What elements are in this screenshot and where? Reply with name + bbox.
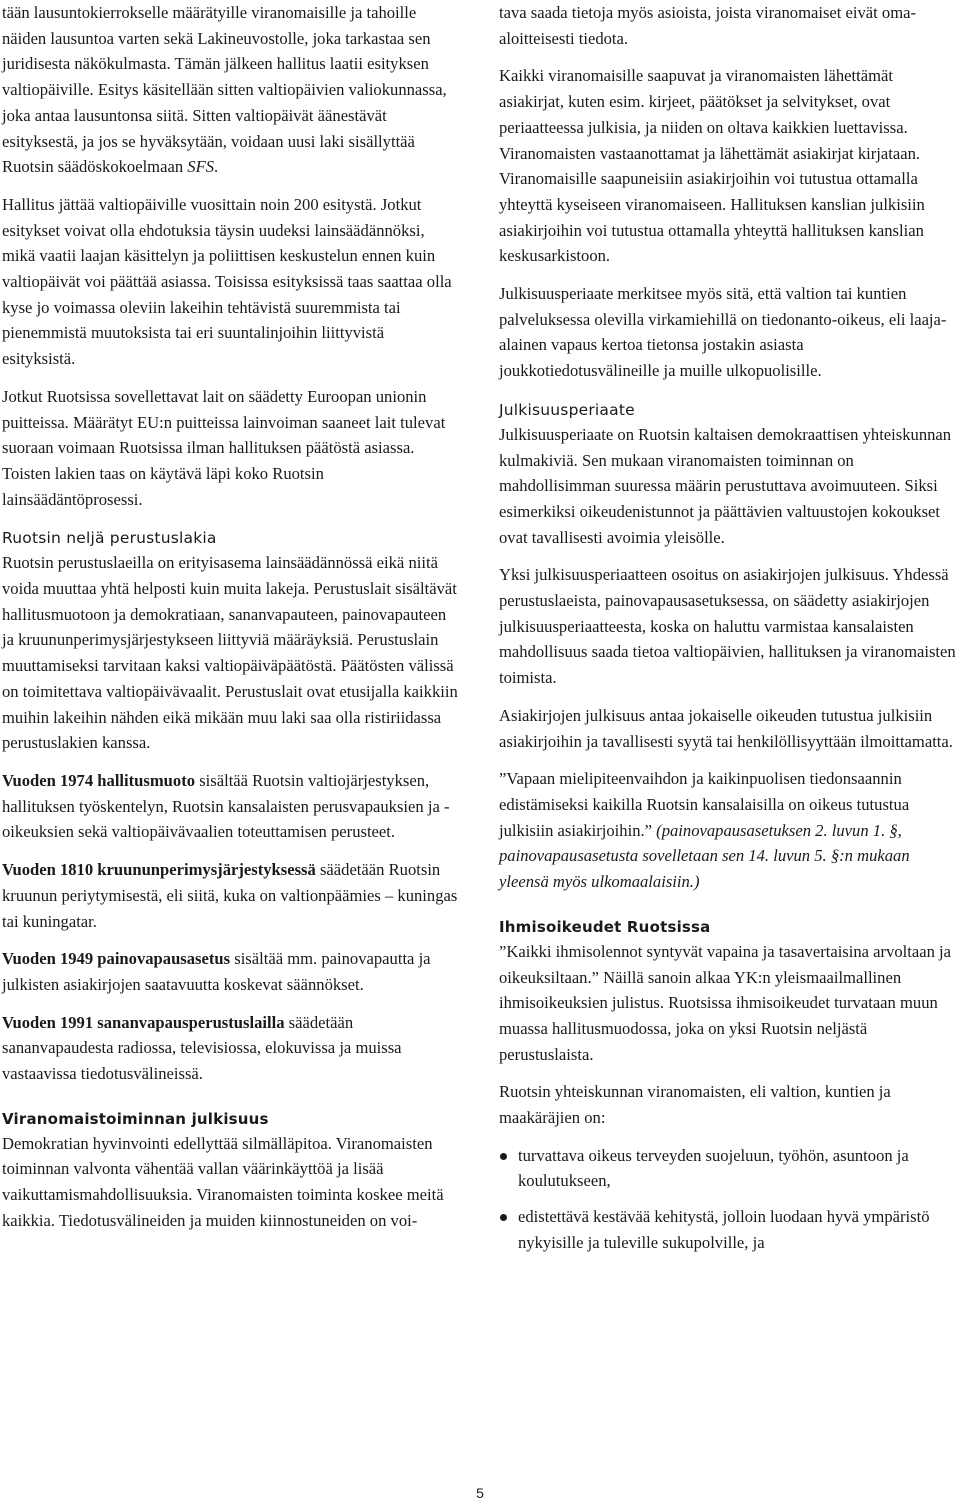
quote-paragraph	[499, 766, 957, 895]
paragraph: Vuoden 1974 hallitusmuoto sisältää Ruotsin valtiojärjestyksen, hallituksen työskentelyn, Ruotsin kansalaisten perusvapauksien ja -oikeuksien sekä valtiopäivävaalien toteuttamisen perusteet.	[2, 770, 450, 842]
list-item: edistettävä kestävää kehitystä, jolloin luodaan hyvä ympäristö nykyisille ja tuleville sukupolville, ja	[499, 1204, 957, 1255]
paragraph: Julkisuusperiaate on Ruotsin kaltaisen demokraattisen yhteiskunnan kulmakiviä. Sen mukaan viranomaisten toiminnan on mahdollisimman suuressa määrin perustuttava avoimuuteen. Siksi esimerkiksi oikeudenistunnot ja päättävien valtuustojen kokoukset ovat tavallisesti avoimia yleisölle.	[499, 424, 952, 547]
paragraph: Yksi julkisuusperiaatteen osoitus on asiakirjojen julkisuus. Yhdessä perustuslaeista, painovapausasetuksessa, on säädetty asiakirjojen julkisuusperiaatteesta, koska on haluttu varmistaa kansalaisten mahdollisuus saada tietoa valtiopäivien, hallituksen ja viranomaisten toimista.	[499, 565, 956, 688]
bullet-list	[499, 1143, 957, 1256]
page-number: 5	[476, 1485, 484, 1501]
paragraph: tään lausuntokierrokselle määrätyille viranomaisille ja tahoille näiden lausuntoa varten sekä Lakineuvostolle, joka tarkastaa sen juridisesta näkökulmasta. Tämän jälkeen hallitus laatii esityksen valtiopäiville. Esitys käsitellään sitten valtiopäivien valiokunnassa, joka antaa lausuntonsa siitä. Sitten valtiopäivät äänestävät esityksestä, ja jos se hyväksytään, voidaan uusi laki sisällyttää Ruotsin säädöskokoelmaan SFS.	[2, 3, 447, 177]
paragraph: Vuoden 1949 painovapausasetus sisältää mm. painovapautta ja julkisten asiakirjojen saatavuutta koskevat säännökset.	[2, 949, 431, 994]
sfs-abbreviation: SFS	[187, 157, 215, 177]
bold-term: Vuoden 1974 hallitusmuoto	[2, 770, 196, 790]
section-heading-julkisuus: Viranomaistoiminnan julkisuus	[2, 1109, 269, 1128]
paragraph: Vuoden 1810 kruununperimysjärjestyksessä säädetään Ruotsin kruunun periytymisestä, eli siitä, kuka on valtionpäämies – kuningas tai kuningatar.	[2, 860, 458, 931]
paragraph: tava saada tietoja myös asioista, joista viranomaiset eivät oma-aloitteisesti tiedota.	[499, 3, 917, 48]
section-heading-ihmisoikeudet: Ihmisoikeudet Ruotsissa	[499, 917, 711, 936]
bold-term: Vuoden 1949 painovapausasetus	[2, 949, 231, 969]
list-item: turvattava oikeus terveyden suojeluun, työhön, asuntoon ja koulutukseen,	[499, 1143, 957, 1194]
quote-source: (painovapausasetuksen 2. luvun 1. §, painovapausasetusta sovelletaan sen 14. luvun 5. §:n mukaan yleensä myös ulkomaalaisiin.)	[499, 820, 910, 892]
paragraph: Hallitus jättää valtiopäiville vuosittain noin 200 esitystä. Jotkut esitykset voivat olla ehdotuksia täysin uudeksi lainsäädännöksi, mikä vaatii laajan käsittelyn ja poliittisen keskustelun ennen kuin valtiopäivät voi päättää asiassa. Toisissa esityksissä taas saattaa olla kyse jo voimassa oleviin lakeihin tehtävistä suuremmista tai pienemmistä muutoksista tai eri suuntalinjoihin liittyvistä esityksistä.	[2, 194, 452, 369]
paragraph: Asiakirjojen julkisuus antaa jokaiselle oikeuden tutustua julkisiin asiakirjoihin ja tavallisesti syytä tai henkilöllisyyttään ilmoittamatta.	[499, 705, 953, 751]
paragraph: Vuoden 1991 sananvapausperustuslailla säädetään sananvapaudesta radiossa, televisiossa, elokuvissa ja muissa vastaavissa tiedotusvälineissä.	[2, 1012, 402, 1084]
paragraph: Demokratian hyvinvointi edellyttää silmälläpitoa. Viranomaisten toiminnan valvonta vähentää vallan väärinkäyttöä ja lisää vaikuttamismahdollisuuksia. Viranomaisten toiminta koskee meitä kaikkia. Tiedotusvälineiden ja muiden kiinnostuneiden on voi-	[2, 1133, 444, 1230]
paragraph: Jotkut Ruotsissa sovellettavat lait on säädetty Euroopan unionin puitteissa. Määrätyt EU:n puitteissa lainvoiman saaneet lait tulevat suoraan voimaan Ruotsissa ilman hallituksen päätöstä asiassa. Toisten lakien taas on käytävä läpi koko Ruotsin lainsäädäntöprosessi.	[2, 386, 446, 509]
section-heading-julkisuusperiaate: Julkisuusperiaate	[499, 400, 635, 419]
bold-term: Vuoden 1991 sananvapausperustuslailla	[2, 1012, 285, 1032]
paragraph: Kaikki viranomaisille saapuvat ja viranomaisten lähettämät asiakirjat, kuten esim. kirjeet, päätökset ja selvitykset, ovat periaatteessa julkisia, ja niiden on oltava kaikkien luettavissa. Viranomaisten vastaanottamat ja lähettämät asiakirjat kirjataan. Viranomaisille saapuneisiin asiakirjoihin voi tutustua ottamalla yhteyttä kyseiseen viranomaiseen. Hallituksen kanslian julkisiin asiakirjoihin voi tutustua ottamalla yhteyttä hallituksen kanslian keskusarkistoon.	[499, 66, 925, 266]
paragraph: ”Kaikki ihmisolennot syntyvät vapaina ja tasavertaisina arvoltaan ja oikeuksiltaan.” Näillä sanoin alkaa YK:n yleismaailmallinen ihmisoikeuksien julistus. Ruotsissa ihmisoikeudet turvataan muun muassa hallitusmuodossa, joka on yksi Ruotsin neljästä perustuslaista.	[499, 941, 952, 1064]
section-heading-perustuslakia: Ruotsin neljä perustuslakia	[2, 529, 217, 548]
bullet-icon	[500, 1214, 507, 1221]
bullet-icon	[500, 1153, 507, 1160]
quote: ”Vapaan mielipiteenvaihdon ja kaikinpuolisen tiedonsaannin edistämiseksi kaikilla Ruotsin kansalaisilla on oikeus tutustua julkisiin asiakirjoihin.”	[499, 769, 910, 840]
left-column	[2, 0, 460, 1246]
paragraph: Julkisuusperiaate merkitsee myös sitä, että valtion tai kuntien palveluksessa olevilla virkamiehillä on tiedonanto-oikeus, eli laaja-alainen vapaus kertoa tietonsa jostakin asiasta joukkotiedotusvälineille ja muille ulkopuolisille.	[499, 284, 947, 381]
paragraph: Ruotsin perustuslaeilla on erityisasema lainsäädännössä eikä niitä voida muuttaa yhtä helposti kuin muita lakeja. Perustuslait sisältävät hallitusmuotoon ja demokratiaan, sananvapauteen, painovapauteen ja kruununperimysjärjestykseen liittyviä määräyksiä. Perustuslain muuttamiseksi tarvitaan kaksi valtiopäiväpäätöstä. Päätösten välissä on toimitettava valtiopäivävaalit. Perustuslait ovat etusijalla kaikkiin muihin lakeihin nähden eikä mikään muu laki saa olla ristiriidassa perustuslakien kanssa.	[2, 553, 458, 753]
bold-term: Vuoden 1810 kruununperimysjärjestyksessä	[2, 860, 316, 880]
right-column	[499, 0, 957, 1266]
paragraph: Ruotsin yhteiskunnan viranomaisten, eli valtion, kuntien ja maakäräjien on:	[499, 1082, 891, 1128]
